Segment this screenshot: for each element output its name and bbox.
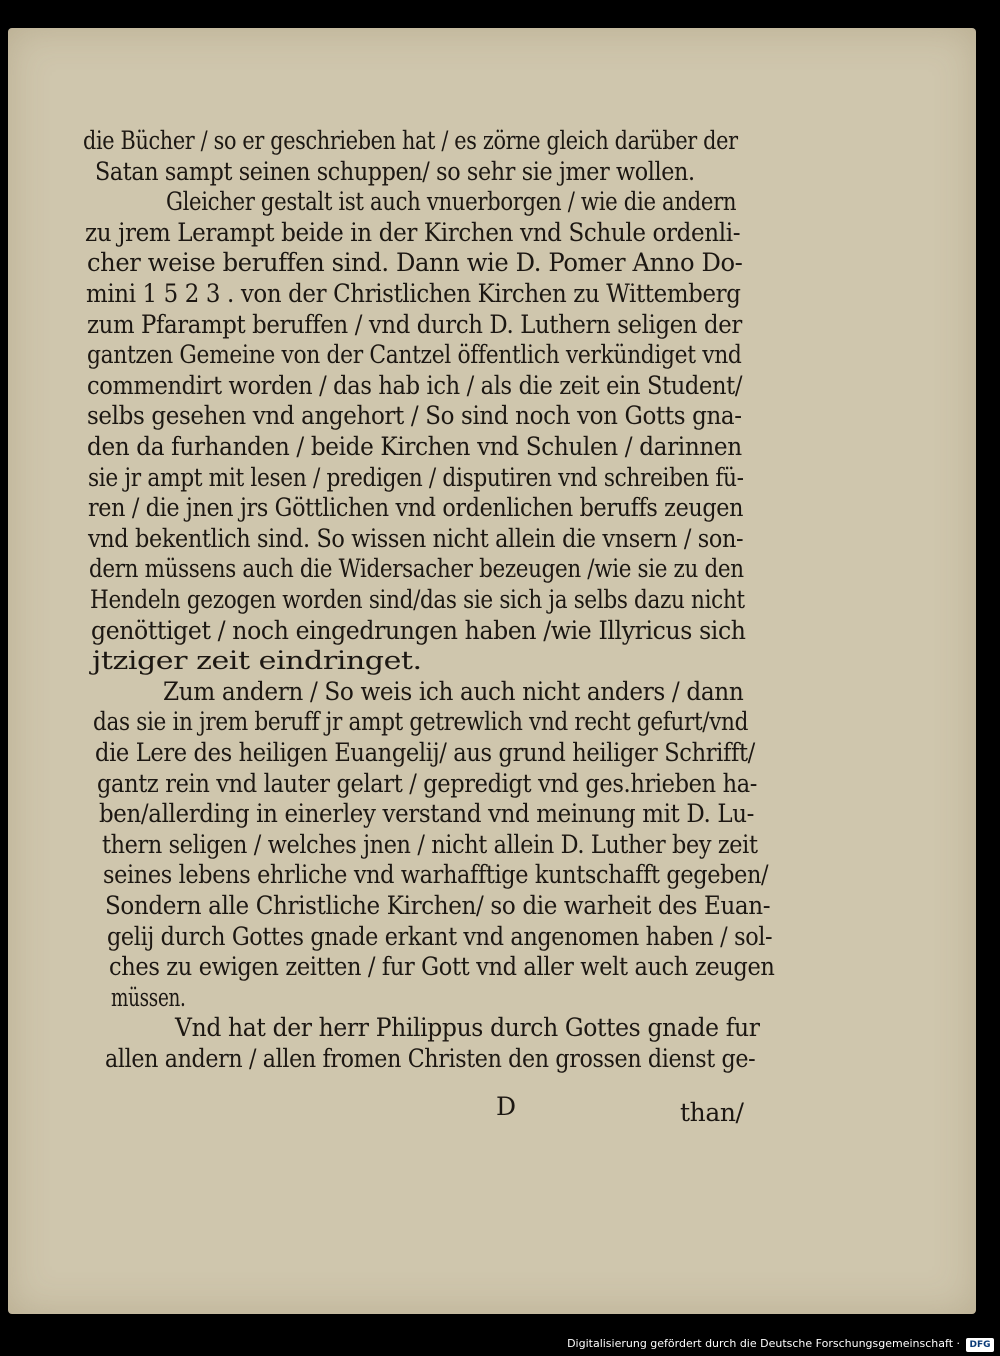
text-line: Sondern alle Christliche Kirchen/ so die warheit des Euan-: [105, 891, 771, 920]
text-line: zu jrem Lerampt beide in der Kirchen vnd Schule ordenli-: [85, 217, 741, 247]
text-line: gelij durch Gottes gnade erkant vnd angenomen haben / sol-: [107, 921, 773, 951]
text-line: ben/allerding in einerley verstand vnd meinung mit D. Lu-: [99, 799, 754, 829]
text-line: mini 1 5 2 3 . von der Christlichen Kirchen zu Wittemberg: [86, 279, 741, 308]
footer-credit: Digitalisierung gefördert durch die Deutsche Forschungsgemeinschaft ·: [567, 1337, 960, 1350]
text-line: Vnd hat der herr Philippus durch Gottes gnade fur: [175, 1013, 760, 1043]
text-line: Satan sampt seinen schuppen/ so sehr sie jmer wollen.: [95, 156, 695, 186]
document-page: [8, 28, 976, 1314]
text-line: gantzen Gemeine von der Cantzel öffentlich verkündiget vnd: [87, 340, 742, 370]
text-line: sie jr ampt mit lesen / predigen / disputiren vnd schreiben fü-: [88, 462, 744, 492]
page-text-block: [8, 28, 976, 1314]
text-line: ches zu ewigen zeitten / fur Gott vnd aller welt auch zeugen: [109, 952, 775, 982]
text-line: cher weise beruffen sind. Dann wie D. Pomer Anno Do-: [87, 248, 743, 278]
text-line: thern seligen / welches jnen / nicht allein D. Luther bey zeit: [102, 829, 758, 859]
text-line: genöttiget / noch eingedrungen haben /wie Illyricus sich: [91, 615, 746, 645]
text-line: Hendeln gezogen worden sind/das sie sich ja selbs dazu nicht: [90, 585, 745, 614]
text-line: commendirt worden / das hab ich / als die zeit ein Student/: [87, 370, 743, 400]
text-line: zum Pfarampt beruffen / vnd durch D. Luthern seligen der: [87, 309, 742, 339]
dfg-logo-icon: DFG: [966, 1338, 994, 1352]
text-line: den da furhanden / beide Kirchen vnd Schulen / darinnen: [87, 432, 742, 461]
text-line: Zum andern / So weis ich auch nicht anders / dann: [163, 676, 744, 706]
text-line: gantz rein vnd lauter gelart / gepredigt vnd ges.hrieben ha-: [97, 768, 757, 798]
text-line: allen andern / allen fromen Christen den grossen dienst ge-: [105, 1044, 756, 1073]
text-line: vnd bekentlich sind. So wissen nicht allein die vnsern / son-: [88, 523, 744, 553]
text-line: jtziger zeit eindringet.: [92, 646, 422, 676]
text-line: müssen.: [111, 982, 186, 1012]
signature-mark: D: [496, 1092, 516, 1121]
text-line: dern müssens auch die Widersacher bezeugen /wie sie zu den: [89, 554, 744, 584]
text-line: selbs gesehen vnd angehort / So sind noch von Gotts gna-: [87, 401, 742, 431]
footer-bar: [0, 1314, 1000, 1356]
text-line: Gleicher gestalt ist auch vnuerborgen / wie die andern: [166, 187, 737, 217]
text-line: das sie in jrem beruff jr ampt getrewlich vnd recht gefurt/vnd: [93, 707, 749, 737]
text-line: ren / die jnen jrs Göttlichen vnd ordenlichen beruffs zeugen: [88, 493, 744, 523]
text-line: seines lebens ehrliche vnd warhafftige kuntschafft gegeben/: [103, 860, 769, 890]
text-line: die Bücher / so er geschrieben hat / es zörne gleich darüber der: [83, 126, 738, 155]
catchword: than/: [680, 1098, 744, 1127]
text-line: die Lere des heiligen Euangelij/ aus grund heiliger Schrifft/: [95, 738, 755, 767]
